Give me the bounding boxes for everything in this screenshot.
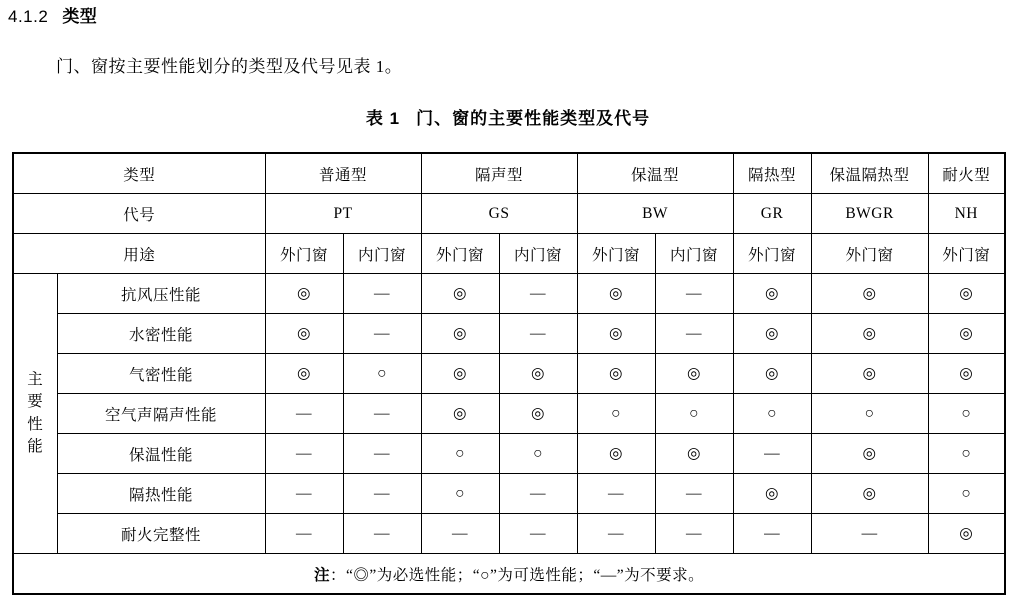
- type-name-cell: 保温型: [577, 153, 733, 194]
- clause-number: 4.1.2: [8, 7, 49, 26]
- mark-cell: ○: [928, 434, 1005, 474]
- mark-cell: —: [577, 514, 655, 554]
- mark-cell: —: [343, 474, 421, 514]
- table-row-type: [13, 153, 1005, 194]
- mark-cell: ◎: [265, 314, 343, 354]
- table-row: [13, 434, 1005, 474]
- performance-name: 水密性能: [57, 314, 265, 354]
- mark-cell: ◎: [811, 474, 928, 514]
- mark-cell: —: [499, 314, 577, 354]
- mark-cell: —: [577, 474, 655, 514]
- mark-cell: —: [343, 274, 421, 314]
- mark-cell: ○: [577, 394, 655, 434]
- type-code-cell: PT: [265, 194, 421, 234]
- mark-cell: ○: [499, 434, 577, 474]
- table-row: [13, 274, 1005, 314]
- mark-cell: ◎: [421, 314, 499, 354]
- mark-cell: —: [655, 274, 733, 314]
- table-row: [13, 514, 1005, 554]
- header-code-label: 代号: [13, 194, 265, 234]
- mark-cell: ◎: [811, 434, 928, 474]
- use-cell: 外门窗: [733, 234, 811, 274]
- mark-cell: —: [655, 314, 733, 354]
- table-row-code: [13, 194, 1005, 234]
- mark-cell: ○: [928, 474, 1005, 514]
- performance-name: 气密性能: [57, 354, 265, 394]
- mark-cell: ◎: [733, 474, 811, 514]
- mark-cell: ◎: [655, 434, 733, 474]
- mark-cell: ◎: [577, 354, 655, 394]
- use-cell: 外门窗: [577, 234, 655, 274]
- mark-cell: ◎: [265, 274, 343, 314]
- mark-cell: ◎: [421, 274, 499, 314]
- table-row: [13, 354, 1005, 394]
- use-cell: 外门窗: [928, 234, 1005, 274]
- mark-cell: —: [265, 434, 343, 474]
- mark-cell: —: [265, 394, 343, 434]
- mark-cell: ◎: [928, 354, 1005, 394]
- performance-name: 隔热性能: [57, 474, 265, 514]
- mark-cell: —: [421, 514, 499, 554]
- mark-cell: —: [655, 514, 733, 554]
- table-row: [13, 314, 1005, 354]
- performance-name: 抗风压性能: [57, 274, 265, 314]
- mark-cell: ◎: [811, 274, 928, 314]
- mark-cell: ○: [655, 394, 733, 434]
- mark-cell: ◎: [928, 314, 1005, 354]
- type-code-cell: BW: [577, 194, 733, 234]
- type-name-cell: 隔声型: [421, 153, 577, 194]
- table-row: [13, 394, 1005, 434]
- group-char: 性: [27, 415, 44, 433]
- mark-cell: ◎: [733, 274, 811, 314]
- use-cell: 内门窗: [499, 234, 577, 274]
- group-char: 主: [27, 370, 44, 388]
- mark-cell: —: [265, 514, 343, 554]
- mark-cell: ◎: [499, 394, 577, 434]
- mark-cell: —: [811, 514, 928, 554]
- mark-cell: ○: [811, 394, 928, 434]
- table-caption-label: 表 1: [365, 109, 401, 128]
- mark-cell: —: [343, 514, 421, 554]
- mark-cell: ◎: [577, 274, 655, 314]
- group-char: 能: [27, 437, 44, 455]
- clause-heading: [8, 2, 97, 27]
- table-note: [13, 554, 1005, 595]
- mark-cell: ○: [421, 434, 499, 474]
- mark-cell: ◎: [265, 354, 343, 394]
- mark-cell: ◎: [577, 314, 655, 354]
- header-type-label: 类型: [13, 153, 265, 194]
- note-label: 注: [313, 566, 330, 584]
- type-name-cell: 隔热型: [733, 153, 811, 194]
- header-use-label: 用途: [13, 234, 265, 274]
- row-group-label: [13, 274, 57, 554]
- mark-cell: ◎: [928, 274, 1005, 314]
- mark-cell: —: [343, 314, 421, 354]
- type-code-cell: BWGR: [811, 194, 928, 234]
- type-code-cell: NH: [928, 194, 1005, 234]
- performance-name: 保温性能: [57, 434, 265, 474]
- table-caption-text: 门、窗的主要性能类型及代号: [416, 109, 651, 128]
- mark-cell: ◎: [811, 314, 928, 354]
- mark-cell: ◎: [421, 394, 499, 434]
- type-name-cell: 耐火型: [928, 153, 1005, 194]
- table-note-row: [13, 554, 1005, 595]
- use-cell: 内门窗: [343, 234, 421, 274]
- mark-cell: —: [499, 274, 577, 314]
- mark-cell: ◎: [733, 354, 811, 394]
- table-caption: [0, 104, 1016, 129]
- mark-cell: ○: [928, 394, 1005, 434]
- mark-cell: —: [499, 514, 577, 554]
- use-cell: 外门窗: [265, 234, 343, 274]
- mark-cell: —: [343, 394, 421, 434]
- mark-cell: ◎: [499, 354, 577, 394]
- body-paragraph: 门、窗按主要性能划分的类型及代号见表 1。: [56, 57, 403, 76]
- mark-cell: ◎: [811, 354, 928, 394]
- mark-cell: —: [733, 434, 811, 474]
- mark-cell: ○: [343, 354, 421, 394]
- mark-cell: —: [499, 474, 577, 514]
- mark-cell: ○: [421, 474, 499, 514]
- use-cell: 内门窗: [655, 234, 733, 274]
- note-text: ：“◎”为必选性能；“○”为可选性能；“—”为不要求。: [329, 566, 705, 584]
- mark-cell: —: [655, 474, 733, 514]
- type-name-cell: 保温隔热型: [811, 153, 928, 194]
- type-code-cell: GR: [733, 194, 811, 234]
- mark-cell: —: [265, 474, 343, 514]
- type-name-cell: 普通型: [265, 153, 421, 194]
- mark-cell: ◎: [421, 354, 499, 394]
- table-row: [13, 474, 1005, 514]
- mark-cell: ◎: [577, 434, 655, 474]
- group-char: 要: [27, 393, 44, 411]
- clause-title: 类型: [62, 7, 98, 26]
- performance-name: 空气声隔声性能: [57, 394, 265, 434]
- mark-cell: ◎: [655, 354, 733, 394]
- performance-name: 耐火完整性: [57, 514, 265, 554]
- mark-cell: ◎: [928, 514, 1005, 554]
- table-row-use: [13, 234, 1005, 274]
- performance-type-table: [12, 152, 1006, 595]
- mark-cell: ○: [733, 394, 811, 434]
- use-cell: 外门窗: [421, 234, 499, 274]
- mark-cell: —: [733, 514, 811, 554]
- mark-cell: ◎: [733, 314, 811, 354]
- type-code-cell: GS: [421, 194, 577, 234]
- mark-cell: —: [343, 434, 421, 474]
- use-cell: 外门窗: [811, 234, 928, 274]
